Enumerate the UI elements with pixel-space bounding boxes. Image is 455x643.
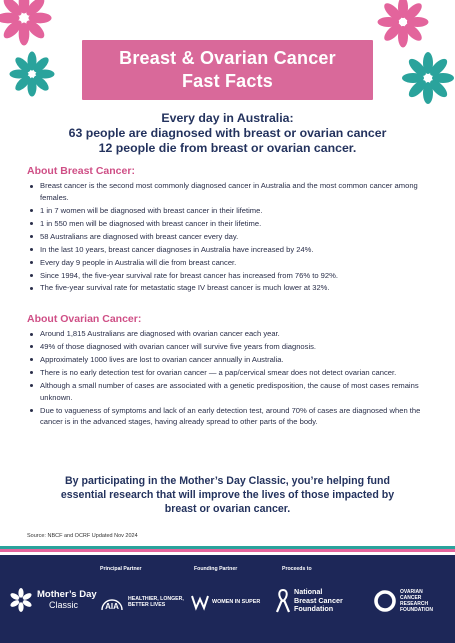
closing-statement [20, 474, 435, 517]
nbcf-name: Breast Cancer [294, 595, 343, 605]
mdc-subname: Classic [49, 600, 79, 610]
ribbon-icon [276, 588, 290, 614]
nbcf-name: National [294, 587, 323, 597]
principal-partner-label: Principal Partner [100, 566, 142, 572]
closing-line: By participating in the Mother’s Day Classic, you’re helping fund [65, 475, 390, 487]
wis-name: WOMEN IN SUPER [212, 599, 261, 605]
closing-line: breast or ovarian cancer. [164, 503, 291, 516]
ovarian-cancer-heading: About Ovarian Cancer: [27, 313, 142, 325]
list-item: Approximately 1000 lives are lost to ovarian cancer annually in Australia. [29, 354, 433, 366]
intro-line: Every day in Australia: [161, 111, 294, 125]
founding-partner-label: Founding Partner [194, 566, 238, 572]
list-item: Due to vagueness of symptoms and lack of an early detection test, around 70% of cases are diagnosed when the cancer is in the advanced stages, having already spread to other parts of the body. [29, 405, 433, 428]
page-title-line2: Fast Facts [181, 71, 274, 91]
list-item: In the last 10 years, breast cancer diagnoses in Australia have increased by 24%. [29, 244, 433, 256]
list-item: Although a small number of cases are associated with a genetic predisposition, the cause of most cases remains unknown. [29, 380, 433, 403]
partner-footer [0, 555, 455, 643]
list-item: 1 in 7 women will be diagnosed with breast cancer in their lifetime. [29, 205, 433, 217]
teal-flower-icon [398, 48, 455, 108]
teal-flower-icon [6, 48, 58, 100]
ocrf-name: OVARIAN [400, 589, 423, 595]
list-item: There is no early detection test for ovarian cancer — a pap/cervical smear does not detect ovarian cancer. [29, 367, 433, 379]
breast-cancer-heading: About Breast Cancer: [27, 165, 135, 177]
ring-icon [373, 589, 397, 613]
ocrf-logo [373, 589, 433, 613]
nbcf-name: Foundation [294, 604, 334, 614]
aia-mark: AIA [105, 602, 119, 611]
nbcf-logo [276, 588, 343, 614]
list-item: The five-year survival rate for metastatic stage IV breast cancer is much lower at 32%. [29, 282, 433, 294]
list-item: 49% of those diagnosed with ovarian cancer will survive five years from diagnosis. [29, 341, 433, 353]
breast-cancer-facts [29, 180, 433, 295]
mothers-day-classic-logo [8, 587, 97, 613]
list-item: Breast cancer is the second most commonly diagnosed cancer in Australia and the most common cancer among females. [29, 180, 433, 203]
list-item: 58 Australians are diagnosed with breast cancer every day. [29, 231, 433, 243]
list-item: Every day 9 people in Australia will die from breast cancer. [29, 257, 433, 269]
ocrf-name: FOUNDATION [400, 607, 433, 613]
closing-line: essential research that will improve the lives of those impacted by [60, 489, 395, 502]
mdc-name: Mother’s Day [37, 589, 97, 600]
page-title-line1: Breast & Ovarian Cancer [119, 48, 336, 68]
aia-tagline: BETTER LIVES [128, 602, 166, 608]
intro-line: 63 people are diagnosed with breast or ovarian cancer [68, 126, 387, 140]
source-note: Source: NBCF and OCRF Updated Nov 2024 [27, 533, 138, 539]
title-banner [82, 40, 373, 100]
ocrf-name: CANCER [400, 595, 422, 601]
ovarian-cancer-facts [29, 328, 433, 429]
flower-icon [8, 587, 34, 613]
proceeds-label: Proceeds to [282, 566, 312, 572]
ocrf-name: RESEARCH [400, 601, 429, 607]
aia-mark-icon [99, 592, 125, 612]
aia-tagline: HEALTHIER, LONGER, [128, 595, 184, 602]
list-item: Since 1994, the five-year survival rate for breast cancer has increased from 76% to 92%. [29, 270, 433, 282]
list-item: Around 1,815 Australians are diagnosed with ovarian cancer each year. [29, 328, 433, 340]
pink-flower-icon [0, 0, 60, 50]
pink-flower-icon [370, 0, 436, 52]
aia-logo [99, 592, 184, 612]
intro-statement [0, 111, 455, 156]
women-in-super-logo [191, 593, 260, 611]
list-item: 1 in 550 men will be diagnosed with breast cancer in their lifetime. [29, 218, 433, 230]
w-mark-icon [191, 593, 209, 611]
intro-line: 12 people die from breast or ovarian cancer. [98, 141, 357, 155]
